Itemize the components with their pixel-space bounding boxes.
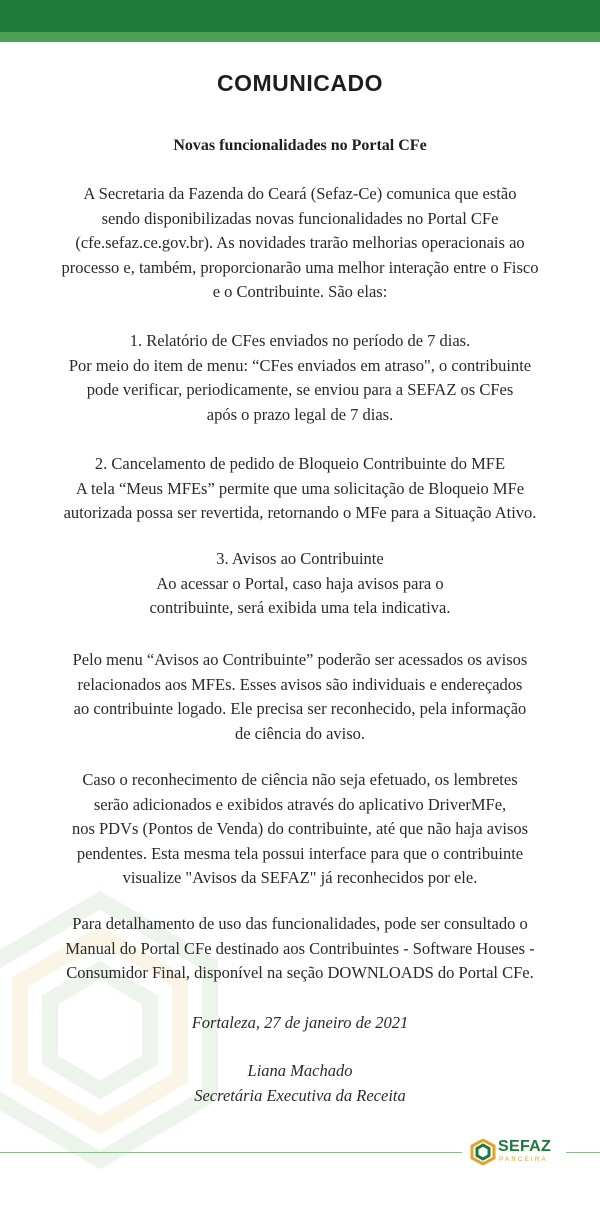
footer-divider: [566, 1152, 600, 1153]
item-1-paragraph: [20, 329, 580, 427]
text-line: 3. Avisos ao Contribuinte: [216, 549, 384, 568]
text-line: Para detalhamento de uso das funcionalidades, pode ser consultado o: [72, 914, 528, 933]
text-line: serão adicionados e exibidos através do aplicativo DriverMFe,: [93, 794, 507, 814]
item-3-paragraph: [20, 547, 580, 621]
text-line: Pelo menu “Avisos ao Contribuinte” poderão ser acessados os avisos: [72, 650, 528, 669]
text-line: e o Contribuinte. São elas:: [212, 282, 388, 301]
item-2-paragraph: [20, 452, 580, 526]
text-line: visualize "Avisos da SEFAZ" já reconhecidos por ele.: [122, 868, 478, 887]
sefaz-logo-icon: [470, 1139, 496, 1165]
logo-tagline: PARCEIRA: [499, 1156, 548, 1163]
page-subtitle: Novas funcionalidades no Portal CFe: [173, 137, 427, 154]
lembretes-paragraph: [20, 768, 580, 891]
date-line: [20, 1011, 580, 1036]
text-line: Caso o reconhecimento de ciência não seja efetuado, os lembretes: [82, 770, 518, 789]
text-line: autorizada possa ser revertida, retornando o MFe para a Situação Ativo.: [63, 503, 537, 522]
text-line: A Secretaria da Fazenda do Ceará (Sefaz-Ce) comunica que estão: [83, 184, 517, 203]
header-band: [0, 0, 600, 32]
text-line: (cfe.sefaz.ce.gov.br). As novidades trarão melhorias operacionais ao: [75, 233, 525, 252]
text-line: sendo disponibilizadas novas funcionalidades no Portal CFe: [101, 208, 499, 228]
text-line: 1. Relatório de CFes enviados no período de 7 dias.: [129, 331, 471, 350]
text-line: pode verificar, periodicamente, se enviou para a SEFAZ os CFes: [86, 380, 514, 399]
text-line: Consumidor Final, disponível na seção DOWNLOADS do Portal CFe.: [66, 963, 534, 982]
text-line: contribuinte, será exibida uma tela indicativa.: [149, 598, 451, 617]
page-title: COMUNICADO: [217, 70, 383, 96]
text-line: após o prazo legal de 7 dias.: [206, 404, 394, 424]
text-line: ao contribuinte logado. Ele precisa ser reconhecido, pela informação: [73, 699, 527, 718]
signatory-name: Liana Machado: [247, 1061, 353, 1080]
footer-divider: [0, 1152, 462, 1153]
text-line: Ao acessar o Portal, caso haja avisos para o: [156, 573, 444, 593]
date-text: Fortaleza, 27 de janeiro de 2021: [191, 1013, 409, 1032]
avisos-paragraph: [20, 648, 580, 746]
text-line: pendentes. Esta mesma tela possui interface para que o contribuinte: [76, 843, 524, 863]
text-line: de ciência do aviso.: [234, 723, 366, 743]
text-line: A tela “Meus MFEs” permite que uma solicitação de Bloqueio MFe: [75, 478, 525, 498]
signature-block: [20, 1059, 580, 1108]
intro-paragraph: [20, 182, 580, 305]
header-band-accent: [0, 32, 600, 42]
text-line: Por meio do item de menu: “CFes enviados em atraso", o contribuinte: [68, 355, 532, 375]
text-line: Manual do Portal CFe destinado aos Contribuintes - Software Houses -: [65, 938, 535, 958]
text-line: nos PDVs (Pontos de Venda) do contribuinte, até que não haja avisos: [71, 819, 529, 838]
sefaz-logo: [470, 1137, 562, 1169]
logo-name: SEFAZ: [498, 1138, 552, 1155]
signatory-role: Secretária Executiva da Receita: [194, 1085, 406, 1105]
text-line: relacionados aos MFEs. Esses avisos são individuais e endereçados: [77, 674, 523, 694]
text-line: processo e, também, proporcionarão uma melhor interação entre o Fisco: [61, 257, 539, 277]
manual-paragraph: [20, 912, 580, 986]
text-line: 2. Cancelamento de pedido de Bloqueio Contribuinte do MFE: [94, 454, 506, 473]
